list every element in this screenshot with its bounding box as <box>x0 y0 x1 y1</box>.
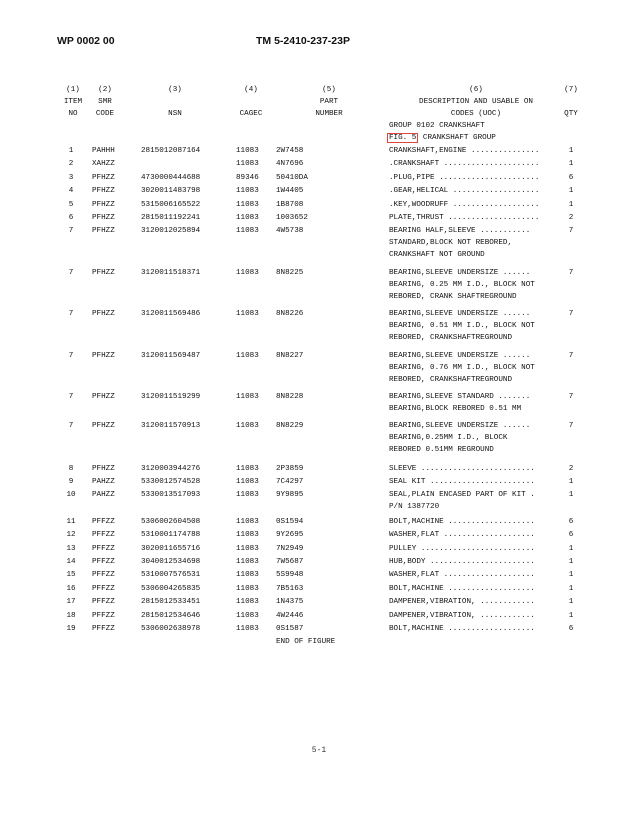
part-number: 1W4405 <box>276 187 304 196</box>
item-number: 12 <box>66 531 76 540</box>
description-line: BEARING,SLEEVE UNDERSIZE ...... <box>389 351 531 360</box>
description-line: BOLT,MACHINE ................... <box>389 517 535 526</box>
description <box>389 596 559 608</box>
part-number: 7N2949 <box>276 544 304 553</box>
nsn: 5306002638978 <box>141 624 201 633</box>
part-number: 2W7458 <box>276 147 304 155</box>
description-line: WASHER,FLAT .................... <box>389 531 535 540</box>
quantity: 1 <box>568 147 574 155</box>
table-row <box>0 543 638 556</box>
smr-code: PFFZZ <box>92 598 115 607</box>
description <box>389 463 559 475</box>
nsn: 5306002604508 <box>141 517 201 526</box>
figure-title: FIG. 5 CRANKSHAFT GROUP <box>389 134 496 142</box>
part-number: 1B8708 <box>276 200 304 209</box>
description-line: BEARING HALF,SLEEVE ........... <box>389 227 531 236</box>
smr-code: PFHZZ <box>92 227 115 236</box>
description <box>389 350 559 386</box>
nsn: 2815011192241 <box>141 213 201 222</box>
table-row <box>0 463 638 476</box>
table-row <box>0 596 638 609</box>
item-number: 14 <box>66 558 76 567</box>
cagec: 11083 <box>236 464 259 473</box>
table-row <box>0 489 638 515</box>
nsn: 3120011519299 <box>141 392 201 401</box>
smr-code: PFHZZ <box>92 310 115 319</box>
smr-code: PFHZZ <box>92 268 115 277</box>
quantity: 1 <box>568 558 574 567</box>
smr-code: PFHZZ <box>92 392 115 401</box>
cagec: 11083 <box>236 624 259 633</box>
smr-code: PFHZZ <box>92 464 115 473</box>
description-line: PLATE,THRUST .................... <box>389 213 540 222</box>
smr-code: PAHZZ <box>92 478 115 487</box>
cagec: 11083 <box>236 351 259 360</box>
cagec: 11083 <box>236 392 259 401</box>
group-title: GROUP 0102 CRANKSHAFT <box>389 122 485 130</box>
part-number: 8N8226 <box>276 310 304 319</box>
description-line: SEAL,PLAIN ENCASED PART OF KIT . <box>389 491 535 500</box>
quantity: 1 <box>568 478 574 487</box>
description-line: REBORED, CRANK SHAFTREGROUND <box>389 292 517 301</box>
description-line: DAMPENER,VIBRATION, ............ <box>389 611 535 620</box>
table-row <box>0 569 638 582</box>
quantity: 2 <box>568 464 574 473</box>
description <box>389 476 559 488</box>
description <box>389 145 559 157</box>
description <box>389 308 559 344</box>
description <box>389 172 559 184</box>
description-line: BEARING, 0.51 MM I.D., BLOCK NOT <box>389 322 535 331</box>
smr-code: PFHZZ <box>92 422 115 431</box>
quantity: 1 <box>568 187 574 196</box>
description <box>389 516 559 528</box>
cagec: 11083 <box>236 187 259 196</box>
item-number: 1 <box>68 147 74 155</box>
part-number: 8N8225 <box>276 268 304 277</box>
smr-code: PFHZZ <box>92 213 115 222</box>
quantity: 7 <box>568 227 574 236</box>
part-number: 1003652 <box>276 213 308 222</box>
part-number: 7W5687 <box>276 558 304 567</box>
item-number: 19 <box>66 624 76 633</box>
quantity: 1 <box>568 584 574 593</box>
item-number: 11 <box>66 517 76 526</box>
part-number: 0S1594 <box>276 517 304 526</box>
nsn: 5330012574528 <box>141 478 201 487</box>
table-row <box>0 172 638 185</box>
cagec: 11083 <box>236 227 259 236</box>
col-nsn-header: (3) NSN <box>168 86 182 118</box>
description-line: HUB,BODY ....................... <box>389 558 535 567</box>
nsn: 2815012534646 <box>141 611 201 620</box>
item-number: 7 <box>68 422 74 431</box>
part-number: 8N8228 <box>276 392 304 401</box>
nsn: 3120011518371 <box>141 268 201 277</box>
table-row <box>0 267 638 308</box>
quantity: 6 <box>568 173 574 182</box>
table-row <box>0 516 638 529</box>
nsn: 3120011569486 <box>141 310 201 319</box>
description-line: BEARING,SLEEVE STANDARD ....... <box>389 392 531 401</box>
item-number: 15 <box>66 571 76 580</box>
description <box>389 225 559 261</box>
smr-code: PFHZZ <box>92 200 115 209</box>
description <box>389 489 559 513</box>
table-row <box>0 583 638 596</box>
col-cagec-header: (4) CAGEC <box>239 86 263 118</box>
nsn: 3120012025894 <box>141 227 201 236</box>
smr-code: PFFZZ <box>92 517 115 526</box>
table-row <box>0 212 638 225</box>
description-line: BEARING,SLEEVE UNDERSIZE ...... <box>389 310 531 319</box>
description <box>389 569 559 581</box>
item-number: 7 <box>68 351 74 360</box>
col-description-header: (6) DESCRIPTION AND USABLE ON CODES (UOC) <box>419 86 533 118</box>
figure-title-row <box>0 132 638 145</box>
nsn: 5330013517093 <box>141 491 201 500</box>
description <box>389 529 559 541</box>
description <box>389 212 559 224</box>
nsn: 5306004265835 <box>141 584 201 593</box>
smr-code: PAHHH <box>92 147 115 155</box>
description-line: P/N 1387720 <box>389 503 440 512</box>
page-header-center: TM 5-2410-237-23P <box>256 35 350 47</box>
cagec: 11083 <box>236 611 259 620</box>
table-row <box>0 610 638 623</box>
quantity: 7 <box>568 310 574 319</box>
part-number: 8N8229 <box>276 422 304 431</box>
description-line: BEARING,0.25MM I.D., BLOCK <box>389 434 508 443</box>
description-line: SEAL KIT ....................... <box>389 478 535 487</box>
table-row <box>0 420 638 462</box>
cagec: 89346 <box>236 173 259 182</box>
description <box>389 610 559 622</box>
description-line: REBORED 0.51MM REGROUND <box>389 446 494 455</box>
table-row <box>0 556 638 569</box>
table-row <box>0 225 638 266</box>
description-line: BEARING, 0.25 MM I.D., BLOCK NOT <box>389 280 535 289</box>
item-number: 16 <box>66 584 76 593</box>
table-row <box>0 185 638 198</box>
part-number: 9Y9895 <box>276 491 304 500</box>
item-number: 5 <box>68 200 74 209</box>
figure-label-highlight: FIG. 5 <box>389 134 417 142</box>
part-number: 5S9948 <box>276 571 304 580</box>
col-qty-header: (7) QTY <box>564 86 578 118</box>
nsn: 3020011483798 <box>141 187 201 196</box>
quantity: 7 <box>568 422 574 431</box>
nsn: 2815012533451 <box>141 598 201 607</box>
item-number: 18 <box>66 611 76 620</box>
description <box>389 158 559 170</box>
cagec: 11083 <box>236 558 259 567</box>
cagec: 11083 <box>236 491 259 500</box>
description <box>389 583 559 595</box>
smr-code: PFFZZ <box>92 611 115 620</box>
item-number: 7 <box>68 268 74 277</box>
part-number: 50410DA <box>276 173 308 182</box>
quantity: 7 <box>568 351 574 360</box>
page-header-left: WP 0002 00 <box>57 35 115 47</box>
end-of-figure: END OF FIGURE <box>276 638 336 647</box>
item-number: 17 <box>66 598 76 607</box>
description-line: BEARING,SLEEVE UNDERSIZE ...... <box>389 422 531 431</box>
description <box>389 391 559 415</box>
description-line: BOLT,MACHINE ................... <box>389 584 535 593</box>
quantity: 6 <box>568 624 574 633</box>
item-number: 8 <box>68 464 74 473</box>
cagec: 11083 <box>236 531 259 540</box>
description-line: DAMPENER,VIBRATION, ............ <box>389 598 535 607</box>
nsn: 5315006165522 <box>141 200 201 209</box>
item-number: 7 <box>68 310 74 319</box>
cagec: 11083 <box>236 517 259 526</box>
part-number: 7C4297 <box>276 478 304 487</box>
item-number: 13 <box>66 544 76 553</box>
quantity: 1 <box>568 200 574 209</box>
item-number: 2 <box>68 160 74 169</box>
description-line: BEARING,BLOCK REBORED 0.51 MM <box>389 404 522 413</box>
cagec: 11083 <box>236 310 259 319</box>
nsn: 3020011655716 <box>141 544 201 553</box>
cagec: 11083 <box>236 544 259 553</box>
table-row <box>0 308 638 349</box>
description <box>389 267 559 303</box>
cagec: 11083 <box>236 584 259 593</box>
cagec: 11083 <box>236 571 259 580</box>
description <box>389 199 559 211</box>
quantity: 7 <box>568 392 574 401</box>
description-line: WASHER,FLAT .................... <box>389 571 535 580</box>
quantity: 1 <box>568 544 574 553</box>
description-line: .CRANKSHAFT ..................... <box>389 160 540 169</box>
quantity: 6 <box>568 531 574 540</box>
description-line: PULLEY ......................... <box>389 544 535 553</box>
quantity: 6 <box>568 517 574 526</box>
cagec: 11083 <box>236 200 259 209</box>
col-item-header: (1) ITEM NO <box>63 86 83 118</box>
description-line: CRANKSHAFT,ENGINE ............... <box>389 147 540 155</box>
part-number: 1N4375 <box>276 598 304 607</box>
description-line: BEARING,SLEEVE UNDERSIZE ...... <box>389 268 531 277</box>
col-smr-header: (2) SMR CODE <box>95 86 115 118</box>
quantity: 1 <box>568 491 574 500</box>
table-row <box>0 391 638 420</box>
smr-code: PFHZZ <box>92 351 115 360</box>
smr-code: PFHZZ <box>92 173 115 182</box>
part-number: 7B5163 <box>276 584 304 593</box>
page-number: 5-1 <box>311 746 327 755</box>
quantity: 1 <box>568 571 574 580</box>
description-line: BEARING, 0.76 MM I.D., BLOCK NOT <box>389 363 535 372</box>
description-line: BOLT,MACHINE ................... <box>389 624 535 633</box>
item-number: 7 <box>68 392 74 401</box>
part-number: 2P3859 <box>276 464 304 473</box>
nsn: 3120003944276 <box>141 464 201 473</box>
item-number: 6 <box>68 213 74 222</box>
description <box>389 420 559 456</box>
quantity: 7 <box>568 268 574 277</box>
smr-code: PFFZZ <box>92 544 115 553</box>
col-part-header: (5) PART NUMBER <box>315 86 343 118</box>
item-number: 3 <box>68 173 74 182</box>
cagec: 11083 <box>236 478 259 487</box>
description-line: .GEAR,HELICAL ................... <box>389 187 540 196</box>
description <box>389 543 559 555</box>
cagec: 11083 <box>236 422 259 431</box>
item-number: 10 <box>66 491 76 500</box>
table-row <box>0 158 638 171</box>
table-row <box>0 199 638 212</box>
description <box>389 556 559 568</box>
description-line: REBORED, CRANKSHAFTREGROUND <box>389 334 513 343</box>
smr-code: PFHZZ <box>92 187 115 196</box>
cagec: 11083 <box>236 598 259 607</box>
part-number: 8N8227 <box>276 351 304 360</box>
smr-code: XAHZZ <box>92 160 115 169</box>
quantity: 2 <box>568 213 574 222</box>
smr-code: PFFZZ <box>92 584 115 593</box>
part-number: 9Y2695 <box>276 531 304 540</box>
item-number: 9 <box>68 478 74 487</box>
description <box>389 623 559 635</box>
cagec: 11083 <box>236 213 259 222</box>
smr-code: PFFZZ <box>92 624 115 633</box>
nsn: 5310001174788 <box>141 531 201 540</box>
table-row <box>0 145 638 158</box>
table-row <box>0 529 638 542</box>
cagec: 11083 <box>236 160 259 169</box>
cagec: 11083 <box>236 268 259 277</box>
description-line: SLEEVE ......................... <box>389 464 535 473</box>
nsn: 2815012087164 <box>141 147 201 155</box>
table-row <box>0 623 638 636</box>
end-of-figure-row <box>0 636 638 648</box>
part-number: 4N7696 <box>276 160 304 169</box>
description-line: CRANKSHAFT NOT GROUND <box>389 251 485 260</box>
quantity: 1 <box>568 611 574 620</box>
table-row <box>0 476 638 489</box>
nsn: 5310007576531 <box>141 571 201 580</box>
description-line: .PLUG,PIPE ...................... <box>389 173 540 182</box>
smr-code: PFFZZ <box>92 558 115 567</box>
quantity: 1 <box>568 598 574 607</box>
quantity: 1 <box>568 160 574 169</box>
item-number: 4 <box>68 187 74 196</box>
group-title-row <box>0 120 638 132</box>
smr-code: PFFZZ <box>92 571 115 580</box>
nsn: 3120011569487 <box>141 351 201 360</box>
part-number: 4W2446 <box>276 611 304 620</box>
part-number: 0S1587 <box>276 624 304 633</box>
description <box>389 185 559 197</box>
nsn: 4730000444688 <box>141 173 201 182</box>
description-line: STANDARD,BLOCK NOT REBORED, <box>389 239 513 248</box>
part-number: 4W5738 <box>276 227 304 236</box>
description-line: .KEY,WOODRUFF ................... <box>389 200 540 209</box>
table-row <box>0 350 638 391</box>
item-number: 7 <box>68 227 74 236</box>
cagec: 11083 <box>236 147 259 155</box>
nsn: 3120011570913 <box>141 422 201 431</box>
smr-code: PAHZZ <box>92 491 115 500</box>
nsn: 3040012534698 <box>141 558 201 567</box>
description-line: REBORED, CRANKSHAFTREGROUND <box>389 375 513 384</box>
smr-code: PFFZZ <box>92 531 115 540</box>
parts-list <box>0 120 638 648</box>
parts-rows <box>0 145 638 636</box>
